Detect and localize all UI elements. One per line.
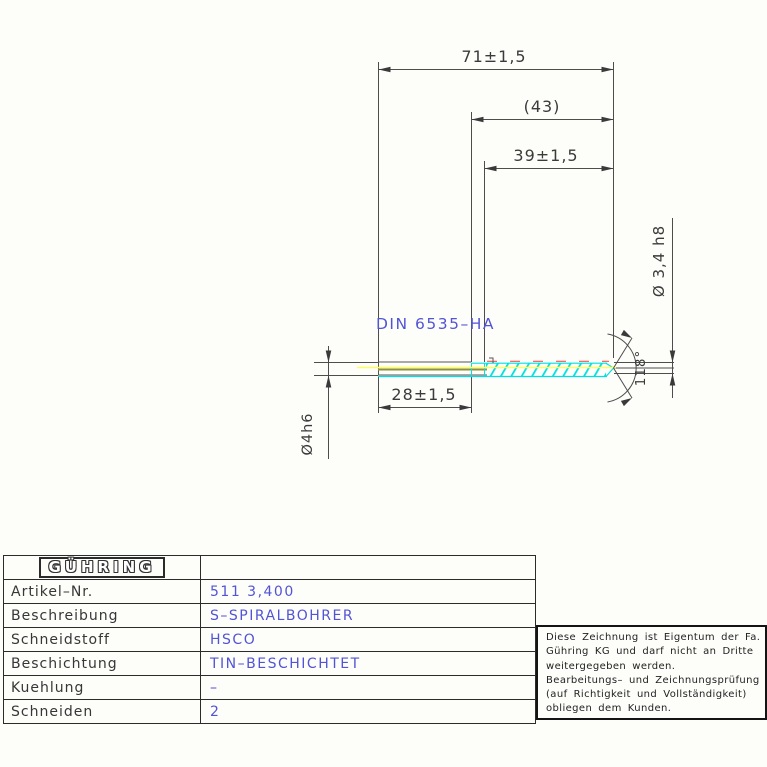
row-value-kuehlung: –: [210, 679, 219, 696]
note-line: weitergegeben werden.: [546, 660, 676, 672]
table-row: [4, 579, 535, 603]
table-row: [4, 651, 535, 675]
row-label-schneiden: Schneiden: [4, 700, 201, 723]
table-row: [4, 675, 535, 699]
logo-cell: [4, 556, 201, 579]
dim-shank-diameter: Ø4h6: [300, 412, 316, 456]
row-label-kuehlung: Kuehlung: [4, 676, 201, 699]
dim-cutting-diameter: Ø 3,4 h8: [650, 224, 668, 298]
table-header-row: [4, 556, 535, 579]
note-line: (auf Richtigkeit und Vollständigkeit): [546, 689, 747, 701]
row-value-schneiden: 2: [210, 703, 221, 720]
dimension-lines: [329, 70, 673, 460]
dim-ref-length: (43): [523, 97, 561, 116]
row-value-beschichtung: TIN–BESCHICHTET: [210, 655, 361, 672]
row-label-beschreibung: Beschreibung: [4, 604, 201, 627]
row-value-beschreibung: S–SPIRALBOHRER: [210, 607, 355, 624]
note-line: Diese Zeichnung ist Eigentum der Fa.: [546, 632, 761, 643]
dim-total-length: 71±1,5: [461, 47, 527, 66]
ownership-note: [536, 625, 767, 720]
row-value-schneidstoff: HSCO: [210, 631, 257, 648]
note-line: Gühring KG und darf nicht an Dritte: [546, 646, 754, 658]
note-line: obliegen dem Kunden.: [546, 703, 672, 715]
table-row: [4, 627, 535, 651]
row-label-schneidstoff: Schneidstoff: [4, 628, 201, 651]
standard-label: DIN 6535–HA: [376, 315, 495, 333]
dim-shank-length: 28±1,5: [391, 385, 457, 404]
table-row: [4, 699, 535, 723]
note-line: Bearbeitungs– und Zeichnungsprüfung: [546, 674, 760, 686]
dim-point-angle: 118°: [633, 349, 649, 387]
spec-table: [3, 555, 536, 724]
extension-lines: [314, 62, 674, 413]
drill-shank: [378, 362, 487, 375]
dim-flute-length: 39±1,5: [513, 146, 579, 165]
row-value-artikel-nr: 511 3,400: [210, 583, 295, 600]
table-row: [4, 603, 535, 627]
row-label-artikel-nr: Artikel–Nr.: [4, 580, 201, 603]
guehring-logo: GÜHRING: [39, 557, 164, 578]
row-label-beschichtung: Beschichtung: [4, 652, 201, 675]
